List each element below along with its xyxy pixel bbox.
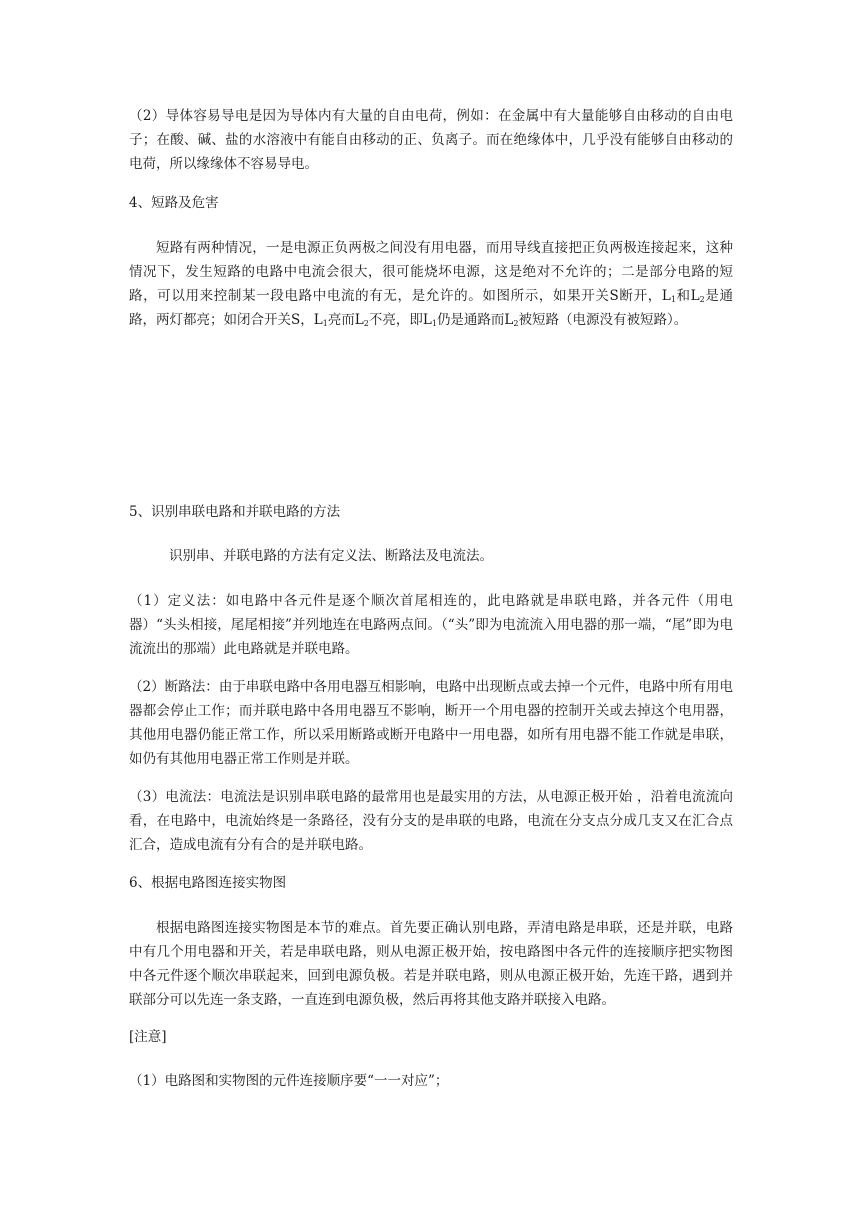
note-item-1: （1）电路图和实物图的元件连接顺序要“一一对应”； [129, 1073, 449, 1089]
figure-placeholder [129, 340, 733, 480]
heading-identify-circuits: 5、识别串联电路和并联电路的方法 [129, 504, 341, 520]
paragraph-conductor: （2）导体容易导电是因为导体内有大量的自由电荷，例如：在金属中有大量能够自由移动的自由电子；在酸、碱、盐的水溶液中有能自由移动的正、负离子。而在绝缘体中，几乎没有能够自由移动的电荷，所以缘缘体不容易导电。 [129, 108, 733, 172]
paragraph-connect-physical: 根据电路图连接实物图是本节的难点。首先要正确认别电路，弄清电路是串联，还是并联，电路中有几个用电器和开关，若是串联电路，则从电源正极开始，按电路图中各元件的连接顺序把实物图中各元件逐个顺次串联起来，回到电源负极。若是并联电路，则从电源正极开始，先连干路，遇到并联部分可以先连一条支路，一直连到电源负极，然后再将其他支路并联接入电路。 [129, 920, 733, 1008]
paragraph-current-method: （3）电流法：电流法是识别串联电路的最常用也是最实用的方法，从电源正极开始 ，沿着电流流向看，在电路中，电流始终是一条路径，没有分支的是串联的电路，电流在分支点分成几支又在汇合点汇合，造成电流有分有合的是并联电路。 [129, 789, 733, 853]
heading-short-circuit: 4、短路及危害 [129, 195, 219, 211]
note-heading: [注意] [129, 1029, 167, 1045]
paragraph-methods-intro: 识别串、并联电路的方法有定义法、断路法及电流法。 [169, 548, 493, 564]
paragraph-definition-method: （1）定义法：如电路中各元件是逐个顺次首尾相连的，此电路就是串联电路，并各元件（用电器）“头头相接，尾尾相接”并列地连在电路两点间。（“头”即为电流流入用电器的那一端，“尾”即为电流流出的那端）此电路就是并联电路。 [129, 593, 733, 657]
paragraph-short-circuit: 短路有两种情况，一是电源正负两极之间没有用电器，而用导线直接把正负两极连接起来，这种情况下，发生短路的电路中电流会很大，很可能烧坏电源，这是绝对不允许的；二是部分电路的短路，可以用来控制某一段电路中电流的有无，是允许的。如图所示，如果开关S断开，$L_1$和$L_2$是通路，两灯都亮；如闭合开关S，$L_1$亮而$L_2$不亮，即$L_1$仍是通路而$L_2$被短路（电源没有被短路）。 [129, 240, 734, 328]
paragraph-break-method: （2）断路法：由于串联电路中各用电器互相影响，电路中出现断点或去掉一个元件，电路中所有用电器都会停止工作；而并联电路中各用电器互不影响，断开一个用电器的控制开关或去掉这个电用器，其他用电器仍能正常工作，所以采用断路或断开电路中一用电器，如所有用电器不能工作就是串联，如仍有其他用电器正常工作则是并联。 [129, 679, 733, 767]
heading-connect-physical: 6、根据电路图连接实物图 [129, 875, 287, 891]
